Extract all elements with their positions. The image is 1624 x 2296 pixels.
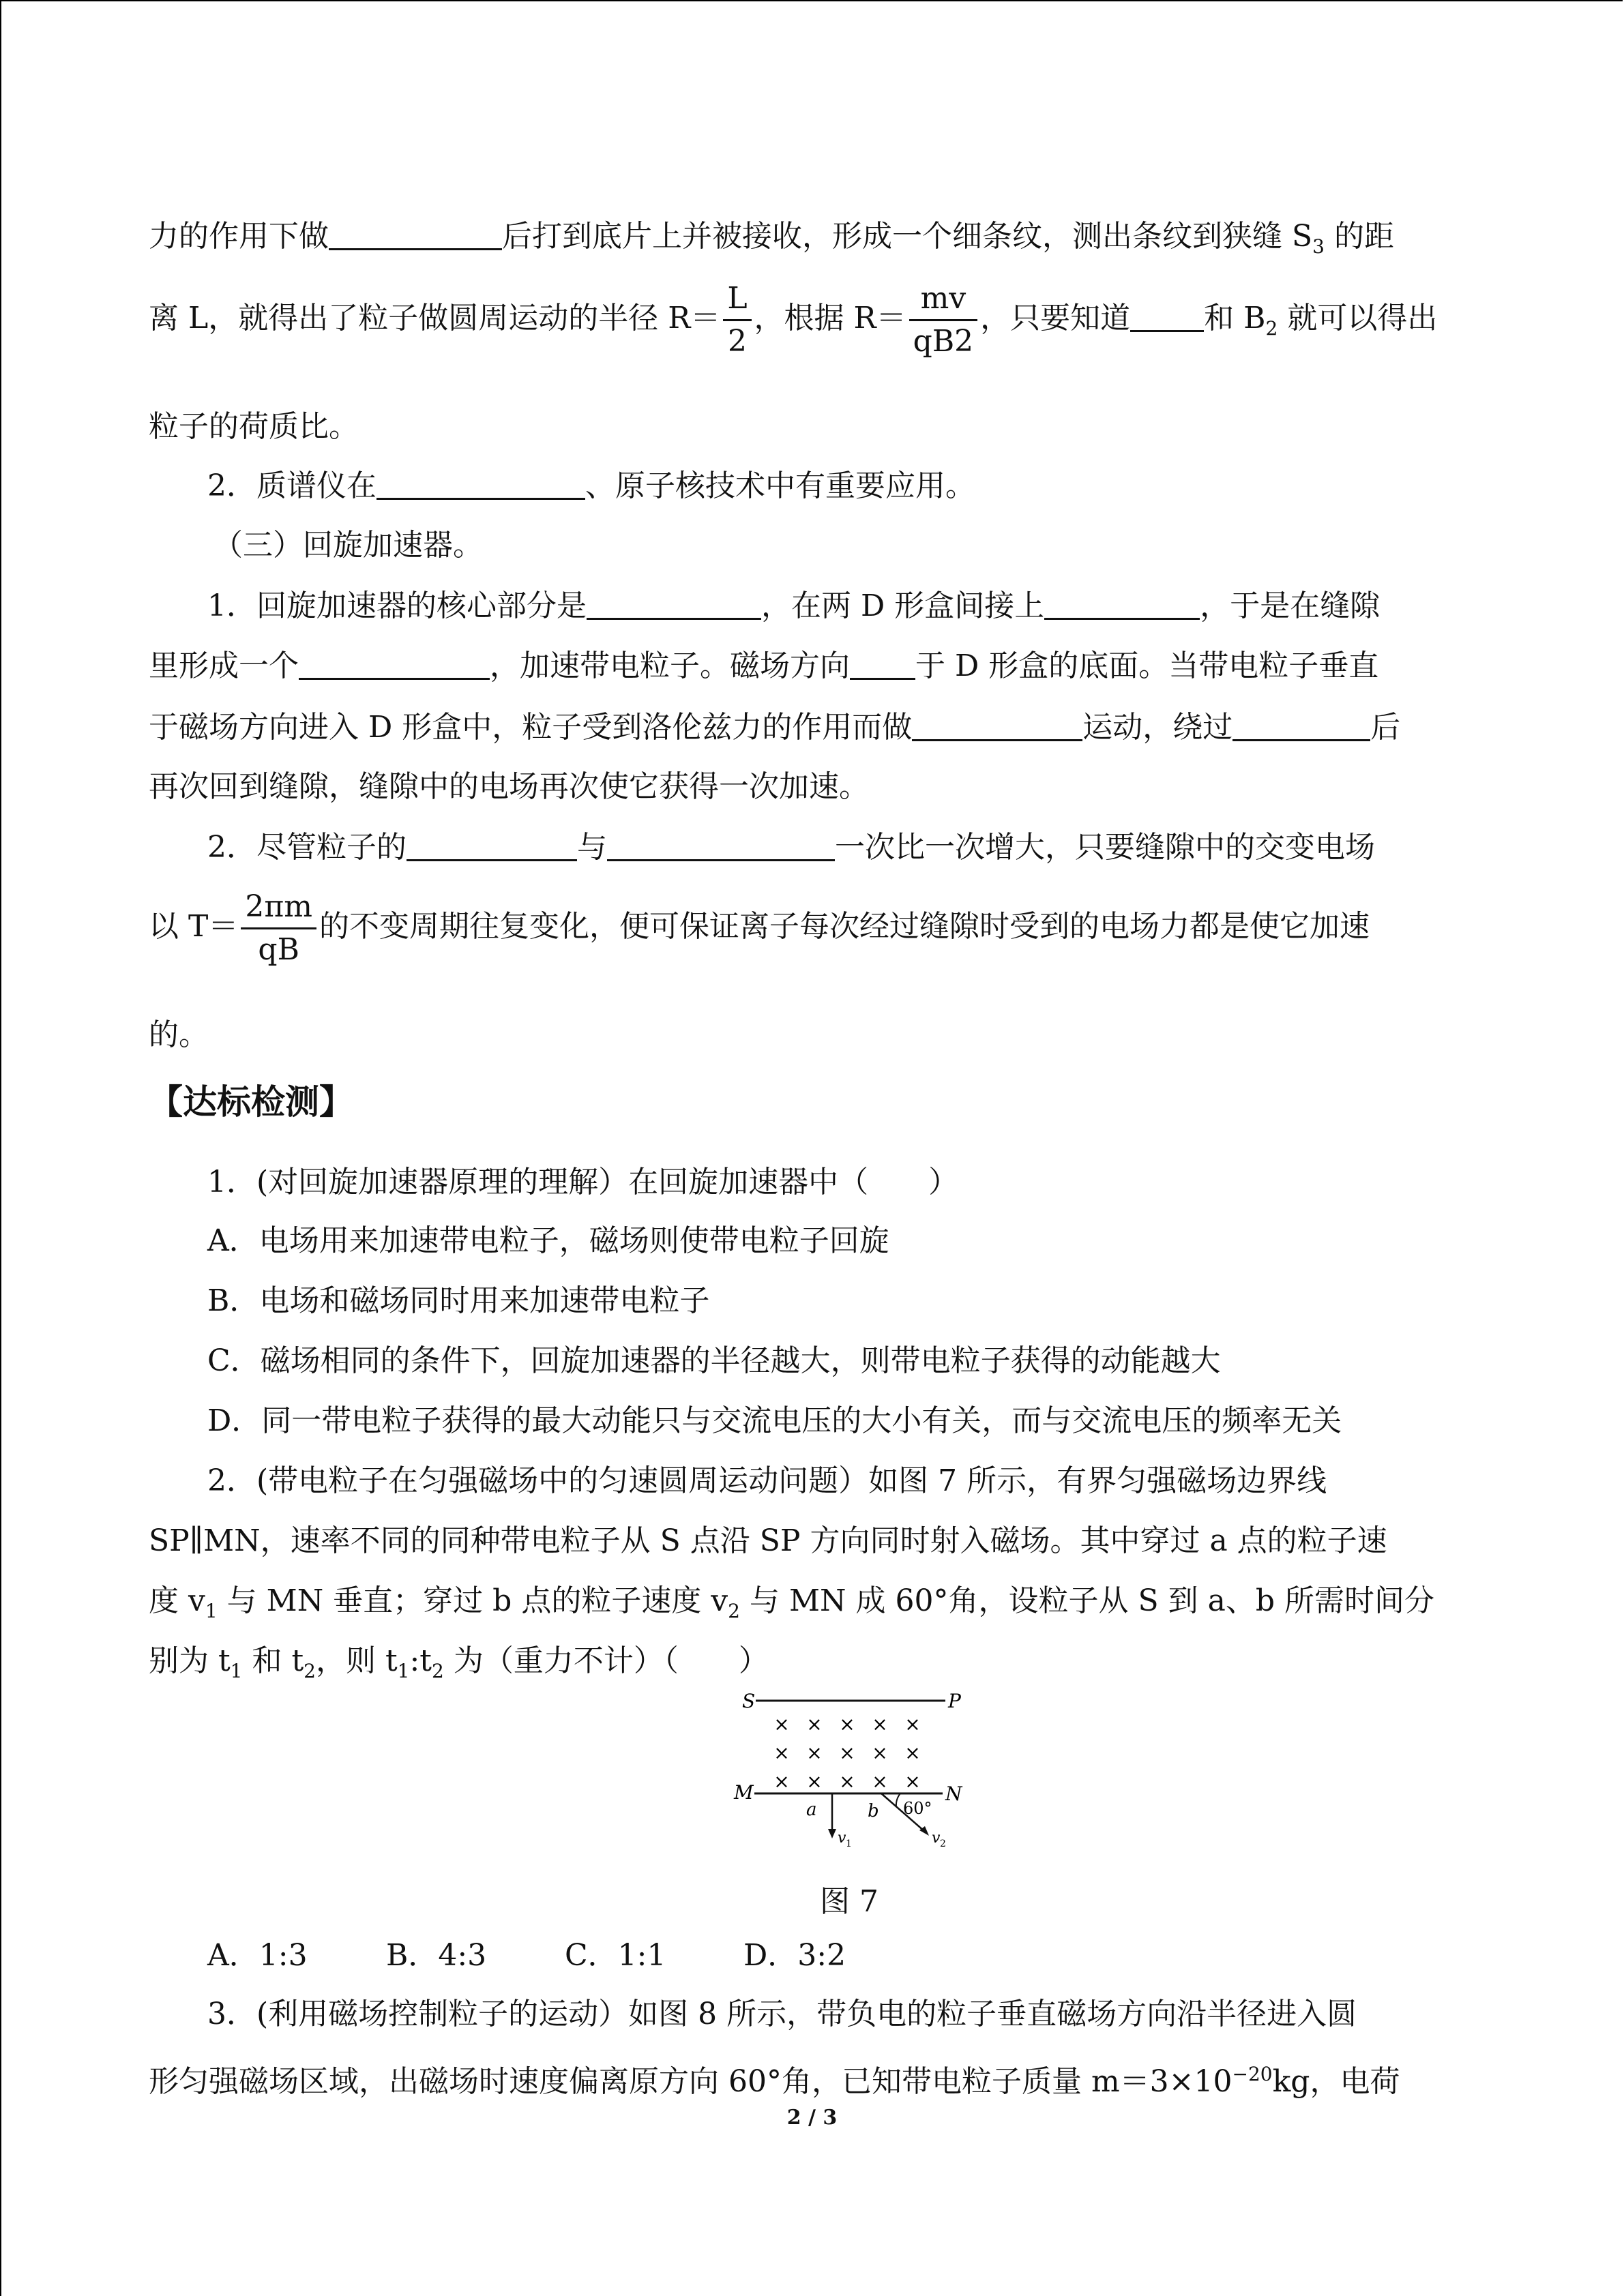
svg-text:×: × <box>872 1713 888 1735</box>
label-v1: v <box>838 1830 846 1847</box>
label-v2: v <box>932 1830 941 1847</box>
fill-blank[interactable] <box>607 826 835 861</box>
svg-text:×: × <box>839 1770 855 1793</box>
svg-text:×: × <box>839 1742 855 1764</box>
answer-options <box>207 1935 846 1976</box>
svg-text:×: × <box>904 1742 921 1764</box>
angle-arc <box>896 1793 900 1807</box>
option-c[interactable]: C．1:1 <box>565 1938 666 1973</box>
fill-blank[interactable] <box>299 645 490 680</box>
svg-text:×: × <box>806 1742 823 1764</box>
svg-text:×: × <box>773 1770 790 1793</box>
fill-blank[interactable] <box>912 706 1082 741</box>
paragraph-line: 的。 <box>149 1017 209 1052</box>
paragraph-line: 2．质谱仪在 、原子核技术中有重要应用。 <box>207 465 975 507</box>
arrowhead-v1 <box>828 1829 836 1838</box>
section-title: （三）回旋加速器。 <box>213 528 483 563</box>
figure-caption: 图 7 <box>820 1884 879 1919</box>
field-crosses <box>773 1713 920 1793</box>
svg-text:×: × <box>872 1742 888 1764</box>
paragraph-line: 别为 $t_1$ 和 $t_2$，则 $t_1:t_2$ 为（重力不计）（ ） <box>149 1643 769 1682</box>
paragraph-line: 度 $v_1$ 与 MN 垂直；穿过 b 点的粒子速度 $v_2$ 与 MN 成 60°角，设粒子从 S 到 a、b 所需时间分 <box>149 1583 1434 1622</box>
label-a: a <box>806 1800 817 1820</box>
fill-blank[interactable] <box>1044 585 1200 620</box>
fill-blank[interactable] <box>587 585 761 620</box>
option-a[interactable]: A．电场用来加速带电粒子，磁场则使带电粒子回旋 <box>207 1223 889 1258</box>
svg-text:×: × <box>872 1770 888 1793</box>
paragraph-line: 于磁场方向进入 D 形盒中，粒子受到洛伦兹力的作用而做 运动，绕过 后 <box>149 706 1400 748</box>
paragraph-line: 力的作用下做 后打到底片上并被接收，形成一个细条纹，测出条纹到狭缝 $S_3$ 的距 <box>149 215 1394 267</box>
paragraph-line: 里形成一个 ，加速带电粒子。磁场方向 于 D 形盒的底面。当带电粒子垂直 <box>149 645 1378 687</box>
page-number: 2 / 3 <box>786 2106 838 2130</box>
option-b[interactable]: B．电场和磁场同时用来加速带电粒子 <box>207 1283 710 1318</box>
fill-blank[interactable] <box>1130 297 1204 332</box>
label-n: N <box>945 1783 962 1805</box>
fraction: $\frac{2\pi m}{qB}$ <box>241 886 316 970</box>
svg-text:×: × <box>773 1713 790 1735</box>
svg-text:×: × <box>773 1742 790 1764</box>
question-stem: 3．(利用磁场控制粒子的运动）如图 8 所示，带负电的粒子垂直磁场方向沿半径进入圆 <box>207 1997 1357 2031</box>
svg-text:×: × <box>904 1770 921 1793</box>
fill-blank[interactable] <box>329 215 502 250</box>
svg-text:×: × <box>904 1713 921 1735</box>
section-heading: 【达标检测】 <box>149 1082 353 1122</box>
option-d[interactable]: D．3:2 <box>743 1938 846 1973</box>
label-angle: 60° <box>903 1799 932 1818</box>
svg-text:×: × <box>806 1770 823 1793</box>
label-p: P <box>948 1690 961 1712</box>
label-s: S <box>742 1690 756 1712</box>
label-m: M <box>734 1781 754 1804</box>
fraction: $\frac{mv}{qB2}$ <box>909 278 978 362</box>
paragraph-line: 1．回旋加速器的核心部分是 ，在两 D 形盒间接上 ，于是在缝隙 <box>207 585 1380 627</box>
label-v1-sub: 1 <box>846 1838 852 1849</box>
question-stem: 2．(带电粒子在匀强磁场中的匀速圆周运动问题）如图 7 所示，有界匀强磁场边界线 <box>207 1463 1327 1498</box>
svg-text:×: × <box>839 1713 855 1735</box>
fill-blank[interactable] <box>850 645 915 680</box>
label-b: b <box>868 1801 879 1821</box>
paragraph-line: 形匀强磁场区域，出磁场时速度偏离原方向 60°角，已知带电粒子质量 $m=3\times 10^{-20}kg$，电荷 <box>149 2063 1400 2099</box>
paragraph-line: 粒子的荷质比。 <box>149 409 359 444</box>
paragraph-line: 离 L，就得出了粒子做圆周运动的半径 R＝ $\frac{L}{2}$ ，根据 R＝ $\frac{mv}{qB2}$ ，只要知道 和 $B_2$ 就可以得出 <box>149 278 1437 362</box>
option-a[interactable]: A．1:3 <box>207 1938 308 1973</box>
fill-blank[interactable] <box>407 826 577 861</box>
paragraph-line: 2．尽管粒子的 与 一次比一次增大，只要缝隙中的交变电场 <box>207 826 1375 868</box>
fill-blank[interactable] <box>1232 706 1370 741</box>
option-d[interactable]: D．同一带电粒子获得的最大动能只与交流电压的大小有关，而与交流电压的频率无关 <box>207 1403 1342 1438</box>
option-c[interactable]: C．磁场相同的条件下，回旋加速器的半径越大，则带电粒子获得的动能越大 <box>207 1343 1221 1378</box>
svg-text:×: × <box>806 1713 823 1735</box>
question-stem: 1．(对回旋加速器原理的理解）在回旋加速器中（ ） <box>207 1165 959 1199</box>
fraction: $\frac{L}{2}$ <box>723 278 751 362</box>
paragraph-line: SP∥MN，速率不同的同种带电粒子从 S 点沿 SP 方向同时射入磁场。其中穿过 a 点的粒子速 <box>149 1523 1387 1558</box>
label-v2-sub: 2 <box>940 1838 946 1849</box>
option-b[interactable]: B．4:3 <box>386 1938 487 1973</box>
paragraph-line: 再次回到缝隙，缝隙中的电场再次使它获得一次加速。 <box>149 769 869 804</box>
fill-blank[interactable] <box>377 465 585 500</box>
magnetic-field-figure <box>730 1684 975 1852</box>
paragraph-line: 以 T＝ $\frac{2\pi m}{qB}$ 的不变周期往复变化，便可保证离子每次经过缝隙时受到的电场力都是使它加速 <box>149 886 1370 970</box>
